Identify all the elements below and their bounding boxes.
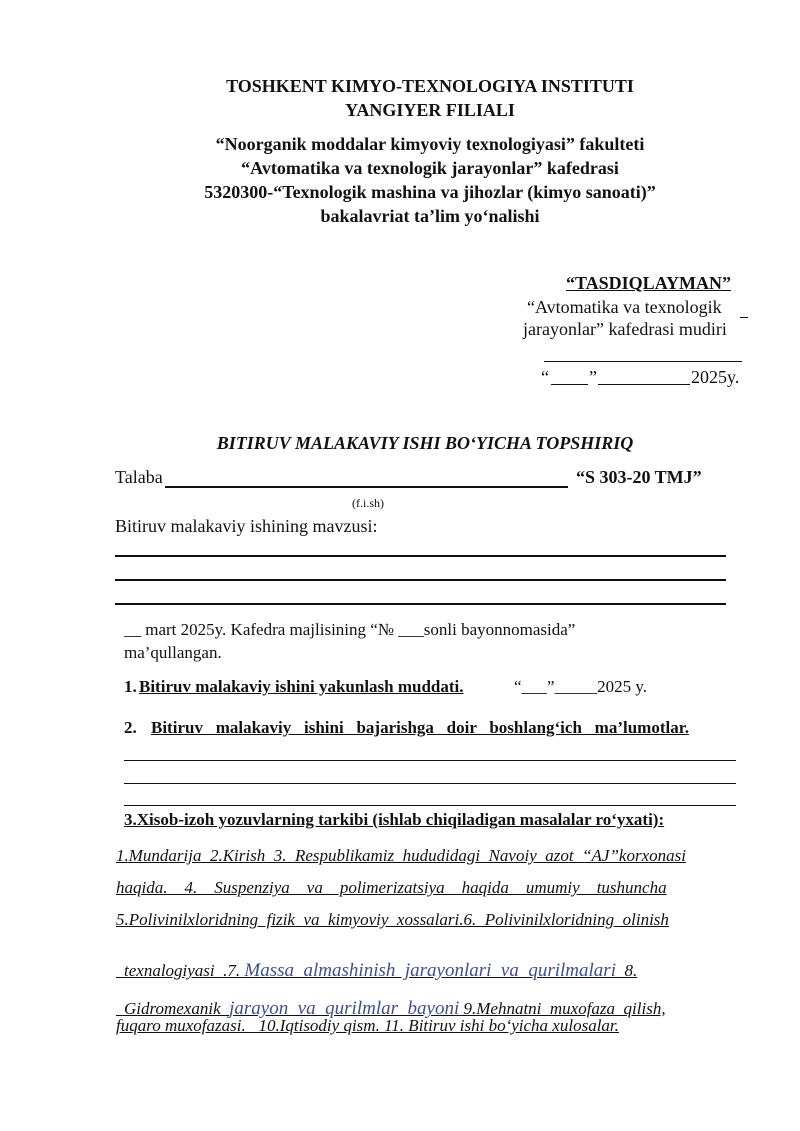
approval-title: “TASDIQLAYMAN” <box>566 273 732 293</box>
task-line-2: haqida. 4. Suspenziya va polimerizatsiya haqida umumiy tushuncha <box>116 878 667 897</box>
student-name-line <box>165 486 568 488</box>
topic-line-3 <box>115 603 726 605</box>
task-line-6: fuqaro muxofazasi. 10.Iqtisodiy qism. 11. Bitiruv ishi bo‘yicha xulosalar. <box>116 1016 619 1035</box>
task-line-4 <box>116 942 637 982</box>
section2-line-2 <box>124 783 736 784</box>
department-name: “Avtomatika va texnologik jarayonlar” kafedrasi <box>241 158 619 178</box>
section1-number: 1. <box>124 677 137 696</box>
topic-label: Bitiruv malakaviy ishining mavzusi: <box>115 516 378 536</box>
task-line-5-c: 9.Mehnatni muxofaza qilish, <box>459 999 666 1018</box>
task-line-5-a: Gidromexanik <box>124 999 230 1018</box>
approval-date-close: ” <box>589 367 597 387</box>
section2-title: Bitiruv malakaviy ishini bajarishga doir boshlang‘ich ma’lumotlar. <box>151 718 689 737</box>
meeting-line-1: __ mart 2025y. Kafedra majlisining “№ ___sonli bayonnomasida” <box>124 620 576 639</box>
fio-hint: (f.i.sh) <box>352 496 384 510</box>
section2-number: 2. <box>124 718 137 737</box>
section2-line-3 <box>124 805 736 806</box>
branch-name: YANGIYER FILIALI <box>345 100 515 120</box>
approval-signature-line <box>544 361 742 362</box>
task-line-4-c: 8. <box>615 961 638 980</box>
topic-line-2 <box>115 579 726 581</box>
section3-title: 3.Xisob-izoh yozuvlarning tarkibi (ishlab chiqiladigan masalalar ro‘yxati): <box>124 810 665 829</box>
approval-year: 2025y. <box>691 367 740 387</box>
meeting-line-2: ma’qullangan. <box>124 643 222 662</box>
task-line-4-a: texnalogiyasi .7. <box>124 961 245 980</box>
task-line-5 <box>116 980 666 1020</box>
approval-day-blank <box>551 384 588 385</box>
section1-date: “___”_____2025 y. <box>514 677 647 696</box>
task-line-1: 1.Mundarija 2.Kirish 3. Respublikamiz hududidagi Navoiy azot “AJ”korxonasi <box>116 846 686 865</box>
approval-line2: jarayonlar” kafedrasi mudiri <box>523 319 727 339</box>
topic-line-1 <box>115 555 726 557</box>
institute-name: TOSHKENT KIMYO-TEXNOLOGIYA INSTITUTI <box>226 76 634 96</box>
approval-line1: “Avtomatika va texnologik <box>527 297 722 317</box>
section2-line-1 <box>124 760 736 761</box>
approval-underline-1 <box>740 317 748 318</box>
document-title: BITIRUV MALAKAVIY ISHI BO‘YICHA TOPSHIRIQ <box>216 433 634 453</box>
specialty-name: 5320300-“Texnologik mashina va jihozlar (kimyo sanoati)” <box>204 182 656 202</box>
approval-month-blank <box>598 384 690 385</box>
faculty-name: “Noorganik moddalar kimyoviy texnologiyasi” fakulteti <box>215 134 645 154</box>
degree-name: bakalavriat ta’lim yo‘nalishi <box>320 206 540 226</box>
task-line-4-b: Massa almashinish jarayonlari va qurilmalari <box>244 960 616 981</box>
approval-date-open: “ <box>541 367 549 387</box>
student-label: Talaba <box>115 467 163 487</box>
student-group: “S 303-20 TMJ” <box>576 467 702 487</box>
task-line-5-b: jarayon va qurilmlar bayoni <box>229 998 460 1019</box>
task-line-3: 5.Polivinilxloridning fizik va kimyoviy xossalari.6. Polivinilxloridning olinish <box>116 910 669 929</box>
section1-title: Bitiruv malakaviy ishini yakunlash muddati. <box>139 677 464 696</box>
